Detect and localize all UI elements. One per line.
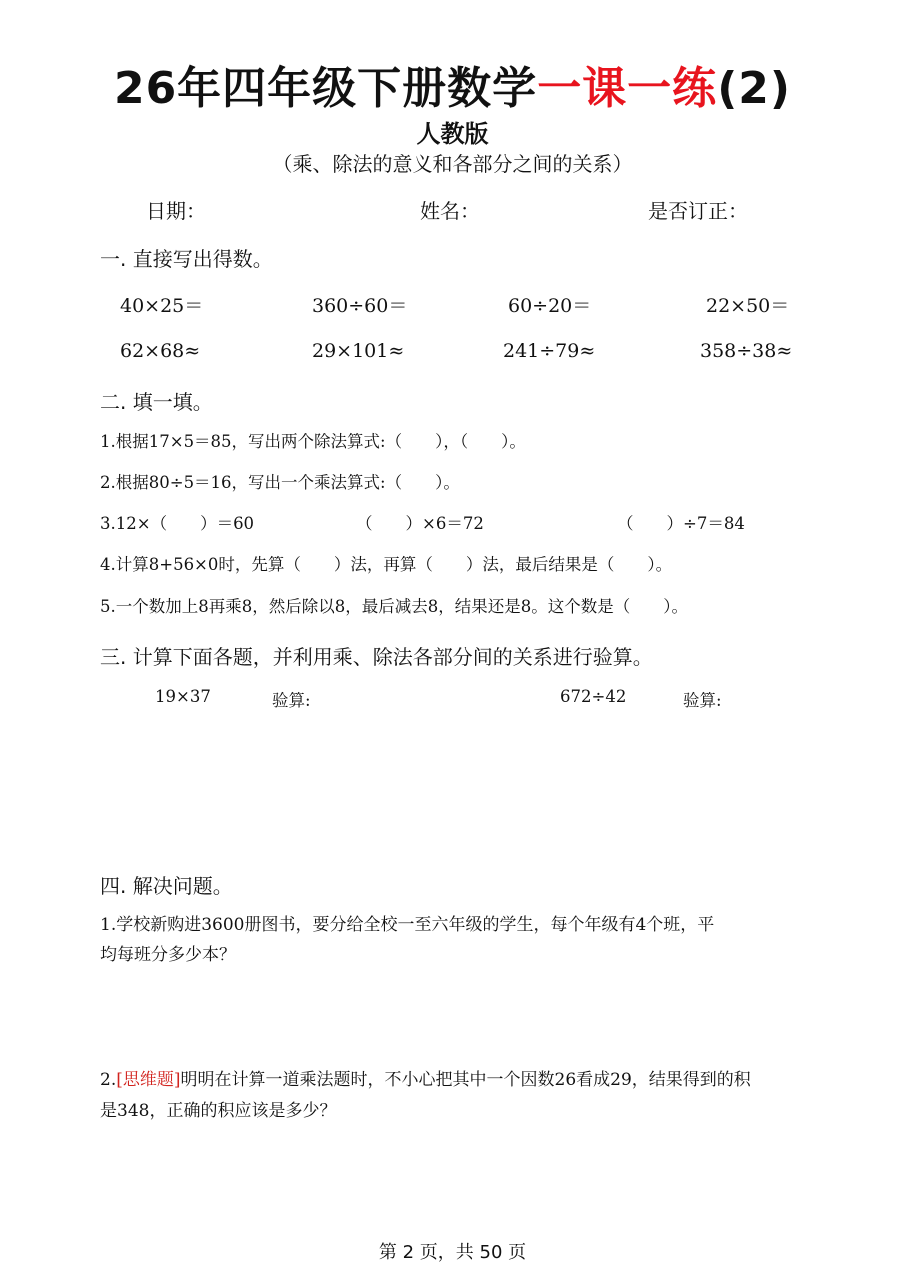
calc-item: 60÷20＝ [508, 295, 592, 317]
calc-item: 358÷38≈ [700, 340, 793, 362]
fill-question-1: 1.根据17×5＝85，写出两个除法算式:（ ），（ ）。 [100, 432, 526, 451]
verify-expr-1: 19×37 [155, 687, 211, 706]
fill-question-4: 4.计算8+56×0时，先算（ ）法，再算（ ）法，最后结果是（ ）。 [100, 555, 673, 574]
title-main: 26年四年级下册数学 [113, 63, 538, 114]
fill-question-5: 5.一个数加上8再乘8，然后除以8，最后减去8，结果还是8。这个数是（ ）。 [100, 597, 688, 616]
verify-label-1: 验算: [272, 691, 311, 710]
edition-label: 人教版 [416, 120, 489, 148]
fill-question-2: 2.根据80÷5＝16，写出一个乘法算式:（ ）。 [100, 473, 460, 492]
section4-heading: 四. 解决问题。 [100, 874, 233, 898]
problem-1-line-1: 1.学校新购进3600册图书，要分给全校一至六年级的学生，每个年级有4个班，平 [100, 915, 715, 935]
fill-question-3a: 3.12×（ ）＝60 [100, 514, 255, 533]
problem-2-number: 2. [100, 1070, 117, 1090]
section2-heading: 二. 填一填。 [100, 390, 213, 414]
corrected-label: 是否订正： [648, 199, 748, 223]
page-number: 第 2 页，共 50 页 [378, 1242, 527, 1263]
date-label: 日期： [146, 199, 206, 223]
calc-item: 29×101≈ [312, 340, 405, 362]
problem-1-line-2: 均每班分多少本？ [100, 945, 236, 965]
calc-item: 40×25＝ [120, 295, 204, 317]
calc-item: 22×50＝ [706, 295, 790, 317]
verify-label-2: 验算: [683, 691, 722, 710]
problem-2-line-2: 是348，正确的积应该是多少？ [100, 1101, 337, 1121]
calc-item: 62×68≈ [120, 340, 201, 362]
page-subtitle: （乘、除法的意义和各部分之间的关系） [272, 152, 633, 176]
calc-item: 241÷79≈ [503, 340, 596, 362]
fill-question-3b: （ ）×6＝72 [356, 514, 484, 533]
name-label: 姓名： [420, 199, 480, 223]
problem-2-line-1 [100, 1065, 751, 1090]
title-highlight: 一课一练 [537, 63, 718, 114]
thinking-tag: [思维题] [116, 1070, 181, 1090]
section3-heading: 三. 计算下面各题，并利用乘、除法各部分间的关系进行验算。 [100, 645, 653, 669]
verify-expr-2: 672÷42 [560, 687, 627, 706]
calc-item: 360÷60＝ [312, 295, 408, 317]
problem-2-text: 明明在计算一道乘法题时，不小心把其中一个因数26看成29，结果得到的积 [180, 1070, 751, 1090]
title-suffix: (2) [717, 63, 792, 114]
section1-heading: 一. 直接写出得数。 [100, 247, 273, 271]
fill-question-3c: （ ）÷7＝84 [617, 514, 745, 533]
page-title [0, 52, 905, 116]
